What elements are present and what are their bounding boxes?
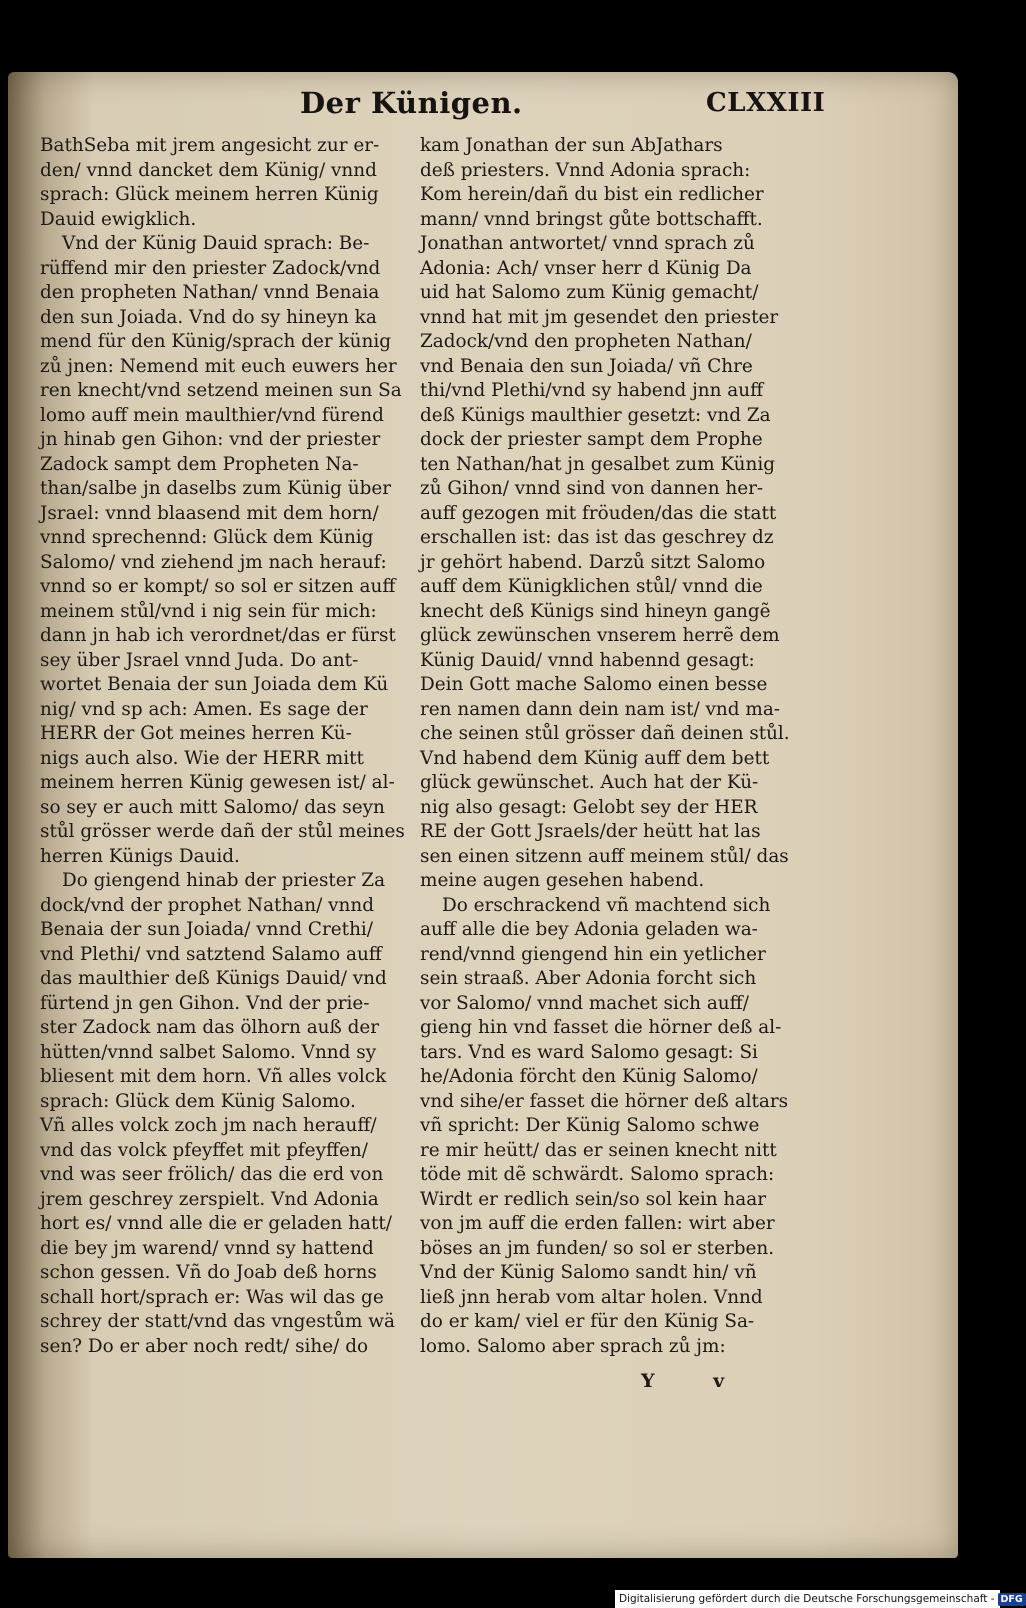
text-line: fürtend jn gen Gihon. Vnd der prie- bbox=[40, 992, 370, 1014]
text-line: vnd Benaia den sun Joiada/ vñ Chre bbox=[420, 355, 753, 377]
text-line: auff alle die bey Adonia geladen wa- bbox=[420, 919, 758, 940]
text-line: tars. Vnd es ward Salomo gesagt: Si bbox=[420, 1041, 758, 1063]
text-line: knecht deß Künigs sind hineyn gangẽ bbox=[420, 600, 771, 622]
text-line: sen einen sitzenn auff meinem stůl/ das bbox=[420, 845, 789, 867]
text-line: Do giengend hinab der priester Za bbox=[62, 870, 386, 891]
text-line: lomo. Salomo aber sprach zů jm: bbox=[420, 1335, 726, 1357]
text-line: Do erschrackend vñ machtend sich bbox=[442, 894, 771, 916]
text-line: meinem stůl/vnd i nig sein für mich: bbox=[40, 600, 377, 622]
text-line: rüffend mir den priester Zadock/vnd bbox=[40, 257, 381, 279]
text-line: Zadock sampt dem Propheten Na- bbox=[40, 453, 359, 475]
text-line: dock der priester sampt dem Prophe bbox=[420, 429, 763, 450]
text-line: das maulthier deß Künigs Dauid/ vnd bbox=[40, 968, 387, 989]
text-line: Dein Gott mache Salomo einen besse bbox=[420, 674, 768, 695]
text-line: bliesent mit dem horn. Vñ alles volck bbox=[40, 1066, 387, 1087]
text-line: BathSeba mit jrem angesicht zur er- bbox=[40, 135, 380, 156]
text-line: Vnd der Künig Dauid sprach: Be- bbox=[62, 233, 370, 254]
text-line: vor Salomo/ vnnd machet sich auff/ bbox=[420, 992, 749, 1014]
text-line: meinem herren Künig gewesen ist/ al- bbox=[40, 772, 395, 793]
text-line: vnnd sprechennd: Glück dem Künig bbox=[40, 527, 374, 548]
text-line: Zadock/vnd den propheten Nathan/ bbox=[420, 331, 752, 352]
text-line: wortet Benaia der sun Joiada dem Kü bbox=[40, 674, 389, 695]
text-line: Kom herein/dañ du bist ein redlicher bbox=[420, 184, 764, 205]
text-line: mann/ vnnd bringst gůte bottschafft. bbox=[420, 208, 763, 230]
text-line: nig/ vnd sp ach: Amen. Es sage der bbox=[40, 698, 368, 720]
text-line: dann jn hab ich verordnet/das er fürst bbox=[40, 625, 396, 646]
text-line: Dauid ewigklich. bbox=[40, 208, 197, 230]
text-line: sen? Do er aber noch redt/ sihe/ do bbox=[40, 1335, 369, 1357]
text-line: deß Künigs maulthier gesetzt: vnd Za bbox=[420, 404, 771, 426]
text-line: den/ vnnd dancket dem Künig/ vnnd bbox=[40, 159, 377, 181]
text-line: he/Adonia förcht den Künig Salomo/ bbox=[420, 1066, 758, 1087]
text-line: sey über Jsrael vnnd Juda. Do ant- bbox=[40, 649, 359, 671]
text-line: Künig Dauid/ vnnd habennd gesagt: bbox=[420, 649, 755, 671]
text-line: thi/vnd Plethi/vnd sy habend jnn auff bbox=[420, 380, 764, 401]
text-line: sein straaß. Aber Adonia forcht sich bbox=[420, 968, 757, 989]
text-line: RE der Gott Jsraels/der heütt hat las bbox=[420, 821, 761, 842]
text-line: ster Zadock nam das ölhorn auß der bbox=[40, 1017, 380, 1038]
text-line: jn hinab gen Gihon: vnd der priester bbox=[40, 429, 381, 450]
text-line: herren Künigs Dauid. bbox=[40, 845, 240, 867]
text-line: schall hort/sprach er: Was wil das ge bbox=[40, 1286, 384, 1308]
text-line: zů jnen: Nemend mit euch euwers her bbox=[40, 355, 397, 377]
text-line: hort es/ vnnd alle die er geladen hatt/ bbox=[40, 1213, 392, 1234]
text-line: Adonia: Ach/ vnser herr d Künig Da bbox=[420, 257, 752, 279]
left-text-column bbox=[40, 134, 406, 1359]
text-line: kam Jonathan der sun AbJathars bbox=[420, 135, 723, 156]
text-line: auff dem Künigklichen stůl/ vnnd die bbox=[420, 576, 763, 597]
text-line: ren namen dann dein nam ist/ vnd ma- bbox=[420, 698, 781, 720]
text-line: böses an jm funden/ so sol er sterben. bbox=[420, 1237, 775, 1259]
text-line: Benaia der sun Joiada/ vnnd Crethi/ bbox=[40, 919, 373, 940]
text-line: nigs auch also. Wie der HERR mitt bbox=[40, 747, 364, 769]
text-line: do er kam/ viel er für den Künig Sa- bbox=[420, 1311, 755, 1332]
text-line: vnd Plethi/ vnd satztend Salamo auff bbox=[40, 943, 382, 965]
text-line: nig also gesagt: Gelobt sey der HER bbox=[420, 796, 758, 818]
text-line: rend/vnnd giengend hin ein yetlicher bbox=[420, 943, 766, 965]
text-line: than/salbe jn daselbs zum Künig über bbox=[40, 478, 392, 499]
text-line: Salomo/ vnd ziehend jm nach herauf: bbox=[40, 551, 387, 573]
text-line: den sun Joiada. Vnd do sy hineyn ka bbox=[40, 306, 377, 328]
text-line: Jsrael: vnnd blaasend mit dem horn/ bbox=[40, 502, 379, 524]
footer-text: Digitalisierung gefördert durch die Deutsche Forschungsgemeinschaft - bbox=[619, 1593, 995, 1605]
text-line: ren knecht/vnd setzend meinen sun Sa bbox=[40, 380, 402, 401]
text-line: Jonathan antwortet/ vnnd sprach zů bbox=[420, 233, 755, 254]
text-line: zů Gihon/ vnnd sind von dannen her- bbox=[420, 478, 764, 499]
text-line: lomo auff mein maulthier/vnd fürend bbox=[40, 404, 384, 426]
dfg-logo[interactable]: DFG bbox=[998, 1593, 1026, 1606]
text-line: Vnd der Künig Salomo sandt hin/ vñ bbox=[420, 1262, 757, 1283]
running-head: Der Künigen. bbox=[300, 86, 523, 120]
text-line: uid hat Salomo zum Künig gemacht/ bbox=[420, 282, 759, 303]
text-line: glück gewünschet. Auch hat der Kü- bbox=[420, 772, 759, 793]
text-line: vnnd so er kompt/ so sol er sitzen auff bbox=[40, 576, 396, 597]
text-line: dock/vnd der prophet Nathan/ vnnd bbox=[40, 894, 374, 916]
signature-mark: Y v bbox=[641, 1370, 751, 1392]
text-line: HERR der Got meines herren Kü- bbox=[40, 723, 352, 744]
text-line: meine augen gesehen habend. bbox=[420, 870, 705, 891]
text-line: töde mit dẽ schwärdt. Salomo sprach: bbox=[420, 1164, 775, 1185]
folio-number: CLXXIII bbox=[706, 88, 826, 118]
text-line: so sey er auch mitt Salomo/ das seyn bbox=[40, 796, 385, 818]
text-line: vñ spricht: Der Künig Salomo schwe bbox=[420, 1115, 760, 1136]
text-line: auff gezogen mit fröuden/das die statt bbox=[420, 502, 777, 524]
text-line: Wirdt er redlich sein/so sol kein haar bbox=[420, 1188, 766, 1210]
text-line: die bey jm warend/ vnnd sy hattend bbox=[40, 1237, 374, 1259]
text-line: mend für den Künig/sprach der künig bbox=[40, 331, 392, 352]
text-line: den propheten Nathan/ vnnd Benaia bbox=[40, 282, 380, 303]
text-line: erschallen ist: das ist das geschrey dz bbox=[420, 527, 774, 548]
text-line: vnnd hat mit jm gesendet den priester bbox=[420, 306, 779, 328]
text-line: Vñ alles volck zoch jm nach herauff/ bbox=[40, 1115, 377, 1136]
text-line: ließ jnn herab vom altar holen. Vnnd bbox=[420, 1286, 763, 1308]
text-line: glück zewünschen vnserem herrẽ dem bbox=[420, 625, 780, 646]
text-line: hütten/vnnd salbet Salomo. Vnnd sy bbox=[40, 1041, 377, 1063]
text-line: jrem geschrey zerspielt. Vnd Adonia bbox=[40, 1188, 379, 1210]
text-line: sprach: Glück dem Künig Salomo. bbox=[40, 1090, 356, 1112]
text-line: schrey der statt/vnd das vngestům wä bbox=[40, 1311, 395, 1332]
text-line: vnd was seer frölich/ das die erd von bbox=[40, 1164, 384, 1185]
text-line: vnd das volck pfeyffet mit pfeyffen/ bbox=[40, 1139, 368, 1161]
text-line: gieng hin vnd fasset die hörner deß al- bbox=[420, 1017, 782, 1038]
text-line: sprach: Glück meinem herren Künig bbox=[40, 184, 379, 205]
text-line: Vnd habend dem Künig auff dem bett bbox=[420, 747, 770, 769]
text-line: che seinen stůl grösser dañ deinen stůl. bbox=[420, 723, 790, 744]
text-line: ten Nathan/hat jn gesalbet zum Künig bbox=[420, 453, 776, 475]
text-line: re mir heütt/ das er seinen knecht nitt bbox=[420, 1139, 777, 1161]
digitization-footer bbox=[615, 1590, 1023, 1608]
text-line: schon gessen. Vñ do Joab deß horns bbox=[40, 1262, 377, 1283]
text-line: von jm auff die erden fallen: wirt aber bbox=[420, 1213, 775, 1234]
right-text-column bbox=[420, 134, 790, 1359]
text-line: jr gehört habend. Darzů sitzt Salomo bbox=[420, 551, 766, 573]
text-line: deß priesters. Vnnd Adonia sprach: bbox=[420, 159, 751, 181]
text-line: vnd sihe/er fasset die hörner deß altars bbox=[420, 1090, 789, 1112]
text-line: stůl grösser werde dañ der stůl meines bbox=[40, 821, 405, 842]
